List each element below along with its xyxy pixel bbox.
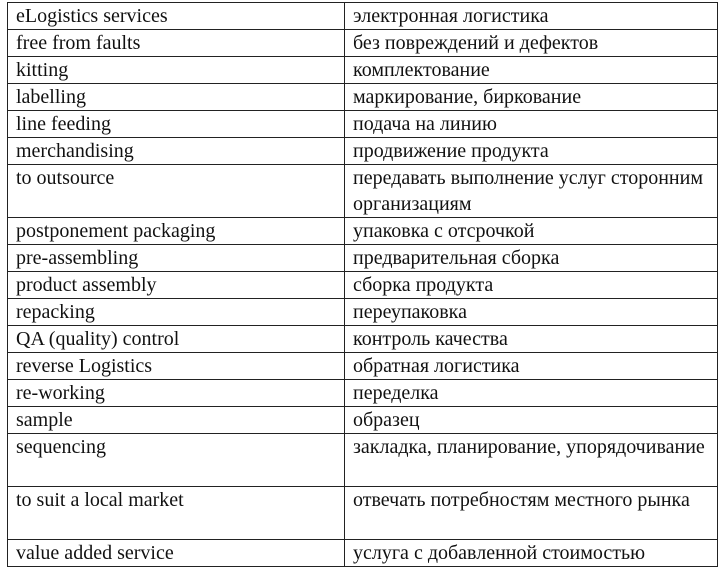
table-row: [8, 165, 718, 218]
table-row: [8, 30, 718, 57]
term-english: free from faults: [8, 30, 345, 57]
term-english: product assembly: [8, 272, 345, 299]
glossary-table: [7, 2, 718, 567]
table-row: [8, 245, 718, 272]
table-row: [8, 84, 718, 111]
term-english: sequencing: [8, 434, 345, 487]
table-row: [8, 540, 718, 567]
table-row: [8, 3, 718, 30]
table-row: [8, 218, 718, 245]
term-russian: закладка, планирование, упорядочивание: [345, 434, 718, 487]
term-russian: упаковка с отсрочкой: [345, 218, 718, 245]
term-english: line feeding: [8, 111, 345, 138]
term-russian: отвечать потребностям местного рынка: [345, 487, 718, 540]
table-row: [8, 434, 718, 487]
table-row: [8, 272, 718, 299]
term-english: to suit a local market: [8, 487, 345, 540]
table-row: [8, 138, 718, 165]
term-russian: обратная логистика: [345, 353, 718, 380]
term-english: re-working: [8, 380, 345, 407]
term-russian: электронная логистика: [345, 3, 718, 30]
term-english: sample: [8, 407, 345, 434]
term-english: labelling: [8, 84, 345, 111]
term-russian: без повреждений и дефектов: [345, 30, 718, 57]
table-row: [8, 407, 718, 434]
table-row: [8, 57, 718, 84]
term-russian: переделка: [345, 380, 718, 407]
term-english: QA (quality) control: [8, 326, 345, 353]
table-row: [8, 353, 718, 380]
term-english: merchandising: [8, 138, 345, 165]
term-russian: образец: [345, 407, 718, 434]
term-russian: продвижение продукта: [345, 138, 718, 165]
term-russian: комплектование: [345, 57, 718, 84]
term-russian: предварительная сборка: [345, 245, 718, 272]
term-english: pre-assembling: [8, 245, 345, 272]
term-russian: подача на линию: [345, 111, 718, 138]
term-russian: контроль качества: [345, 326, 718, 353]
term-english: repacking: [8, 299, 345, 326]
table-row: [8, 487, 718, 540]
term-russian: услуга с добавленной стоимостью: [345, 540, 718, 567]
term-russian: маркирование, биркование: [345, 84, 718, 111]
term-english: postponement packaging: [8, 218, 345, 245]
table-row: [8, 111, 718, 138]
term-english: kitting: [8, 57, 345, 84]
table-row: [8, 299, 718, 326]
term-english: value added service: [8, 540, 345, 567]
table-row: [8, 380, 718, 407]
term-russian: переупаковка: [345, 299, 718, 326]
term-english: eLogistics services: [8, 3, 345, 30]
term-english: to outsource: [8, 165, 345, 218]
term-english: reverse Logistics: [8, 353, 345, 380]
term-russian: сборка продукта: [345, 272, 718, 299]
table-row: [8, 326, 718, 353]
term-russian: передавать выполнение услуг сторонним организациям: [345, 165, 718, 218]
